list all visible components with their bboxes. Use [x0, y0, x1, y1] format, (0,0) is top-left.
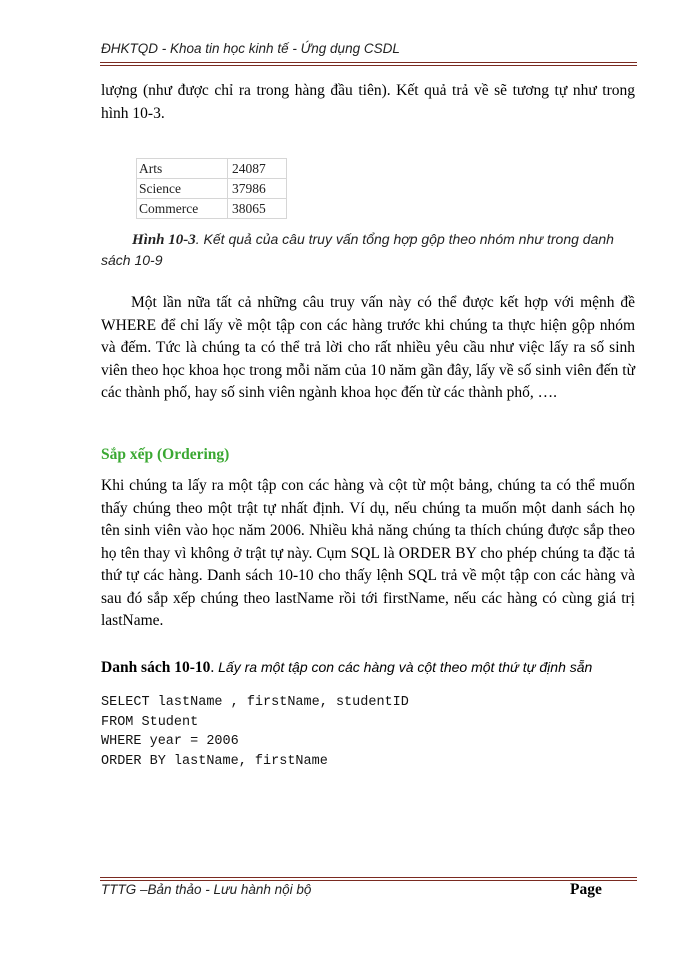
page-number-label: Page — [570, 881, 602, 898]
table-row — [137, 199, 287, 219]
page-footer: TTTG –Bản thảo - Lưu hành nội bộ — [101, 882, 312, 897]
paragraph-intro: lượng (như được chỉ ra trong hàng đầu tiên). Kết quả trả về sẽ tương tự như trong hình 10-3. — [101, 82, 635, 122]
table-cell-value: 24087 — [228, 159, 287, 179]
code-block — [101, 693, 409, 771]
page-header: ĐHKTQD - Khoa tin học kinh tế - Ứng dụng CSDL — [101, 41, 400, 56]
listing-label: Danh sách 10-10 — [101, 659, 211, 676]
listing-title — [101, 659, 592, 677]
table-cell-value: 37986 — [228, 179, 287, 199]
listing-description: Lấy ra một tập con các hàng và cột theo một thứ tự định sẵn — [218, 659, 593, 675]
listing-separator: . — [210, 659, 219, 676]
code-line: ORDER BY lastName, firstName — [101, 753, 328, 769]
table-cell-category: Commerce — [137, 199, 228, 219]
footer-rule — [100, 880, 637, 881]
figure-caption — [101, 229, 635, 270]
paragraph-ordering: Khi chúng ta lấy ra một tập con các hàng và cột từ một bảng, chúng ta có thể muốn thấy chúng theo một trật tự nhất định. Ví dụ, nếu chúng ta muốn một danh sách họ tên sinh viên vào học năm 2006. Nhiều khả năng chúng ta thích chúng được sắp theo họ tên thay vì không ở trật tự này. Cụm SQL là ORDER BY cho phép chúng ta đặc tả thứ tự các hàng. Danh sách 10-10 cho thấy lệnh SQL trả về một tập con các hàng và sau đó sắp xếp chúng theo lastName rồi tới firstName, nếu các hàng có cùng giá trị lastName. — [101, 477, 635, 629]
section-heading: Sắp xếp (Ordering) — [101, 446, 230, 463]
header-rule — [100, 62, 637, 63]
table-row — [137, 159, 287, 179]
code-line: SELECT lastName , firstName, studentID — [101, 695, 409, 710]
table-row — [137, 179, 287, 199]
result-table — [136, 158, 287, 219]
footer-rule-thin — [100, 877, 637, 878]
code-line: FROM Student — [101, 714, 199, 730]
header-rule-thin — [100, 65, 637, 66]
table-cell-category: Science — [137, 179, 228, 199]
table-cell-value: 38065 — [228, 199, 287, 219]
figure-caption-text: . Kết quả của câu truy vấn tổng hợp gộp theo nhóm như trong danh sách 10-9 — [101, 231, 614, 268]
table-cell-category: Arts — [137, 159, 228, 179]
code-line: WHERE year = 2006 — [101, 734, 239, 749]
paragraph-where: Một lần nữa tất cả những câu truy vấn này có thể được kết hợp với mệnh đề WHERE để chỉ lấy về một tập con các hàng trước khi chúng ta thực hiện gộp nhóm và đếm. Tức là chúng ta có thể trả lời cho rất nhiều yêu cầu như việc lấy ra số sinh viên theo học khoa học trong mỗi năm của 10 năm gần đây, lấy về số sinh viên đến từ các thành phố, hay số sinh viên ngành khoa học đến từ các thành phố, …. — [101, 294, 635, 401]
figure-caption-label: Hình 10-3 — [132, 232, 196, 248]
